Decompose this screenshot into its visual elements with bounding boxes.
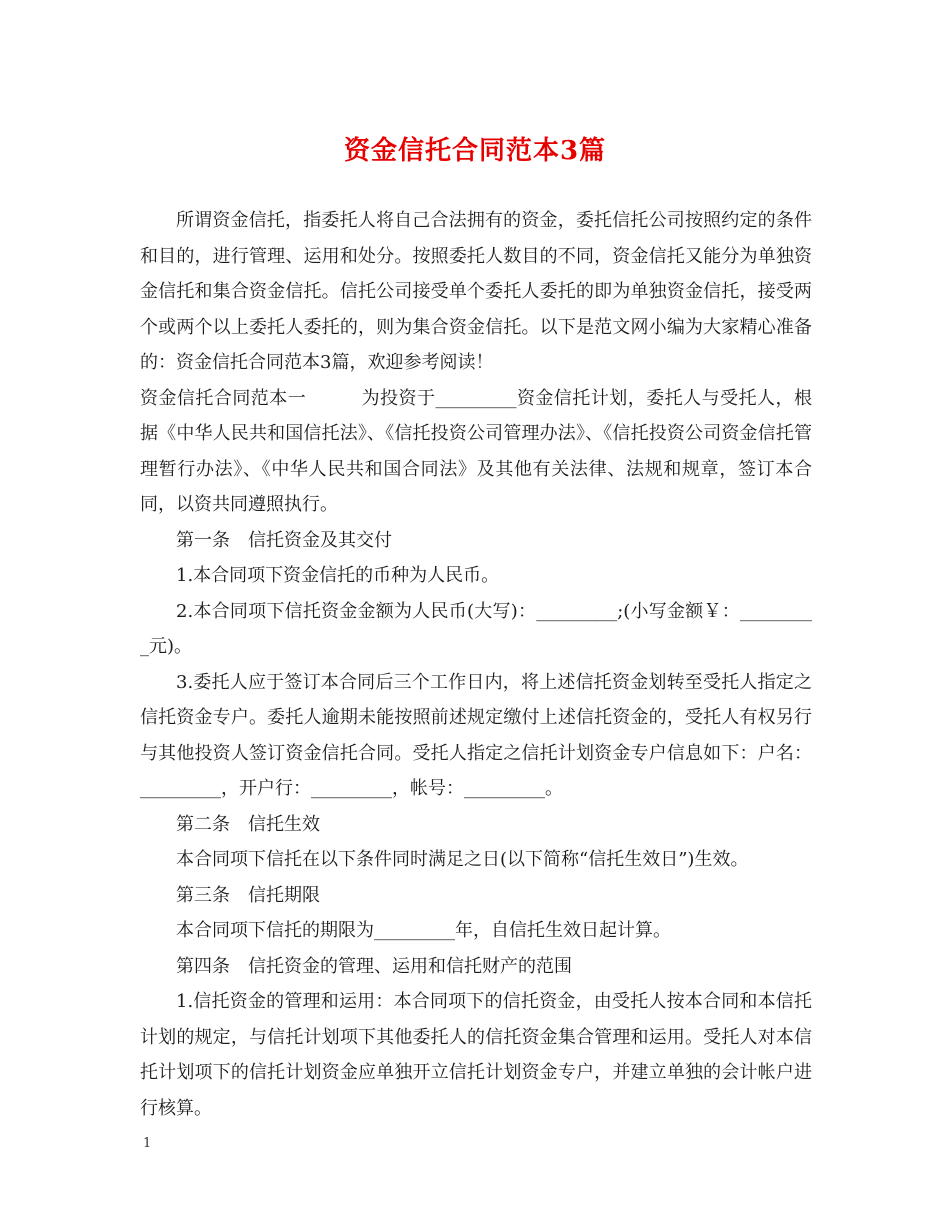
article-1-clause-1: 1.本合同项下资金信托的币种为人民币。 bbox=[176, 565, 500, 586]
document-title: 资金信托合同范本3篇 bbox=[343, 136, 607, 166]
article-1-heading: 第一条 信托资金及其交付 bbox=[176, 529, 392, 551]
page-number: 1 bbox=[143, 1136, 152, 1151]
article-3-heading: 第三条 信托期限 bbox=[176, 884, 320, 906]
contract-preamble-paragraph: 资金信托合同范本一 为投资于_________资金信托计划，委托人与受托人，根据《中华人民共和国信托法》、《信托投资公司管理办法》、《信托投资公司资金信托管理暂行办法》、《中华人民共和国合同法》及其他有关法律、法规和规章，签订本合同，以资共同遵照执行。 bbox=[140, 387, 812, 515]
article-2-text: 本合同项下信托在以下条件同时满足之日(以下简称“信托生效日”)生效。 bbox=[176, 849, 749, 870]
article-1-clause-2: 2.本合同项下信托资金金额为人民币(大写)：_________;(小写金额￥：_________元)。 bbox=[140, 600, 812, 657]
article-3-text: 本合同项下信托的期限为_________年，自信托生效日起计算。 bbox=[176, 920, 671, 941]
article-1-clause-3: 3.委托人应于签订本合同后三个工作日内，将上述信托资金划转至受托人指定之信托资金专户。委托人逾期未能按照前述规定缴付上述信托资金的，受托人有权另行与其他投资人签订资金信托合同。受托人指定之信托计划资金专户信息如下：户名：_________，开户行：_________，帐号：_________。 bbox=[140, 671, 812, 799]
intro-paragraph: 所谓资金信托，指委托人将自己合法拥有的资金，委托信托公司按照约定的条件和目的，进行管理、运用和处分。按照委托人数目的不同，资金信托又能分为单独资金信托和集合资金信托。信托公司接受单个委托人委托的即为单独资金信托，接受两个或两个以上委托人委托的，则为集合资金信托。以下是范文网小编为大家精心准备的：资金信托合同范本3篇，欢迎参考阅读！ bbox=[140, 210, 812, 373]
article-2-heading: 第二条 信托生效 bbox=[176, 813, 320, 835]
article-4-heading: 第四条 信托资金的管理、运用和信托财产的范围 bbox=[176, 955, 572, 977]
article-4-clause-1: 1.信托资金的管理和运用：本合同项下的信托资金，由受托人按本合同和本信托计划的规定，与信托计划项下其他委托人的信托资金集合管理和运用。受托人对本信托计划项下的信托计划资金应单独开立信托计划资金专户，并建立单独的会计帐户进行核算。 bbox=[140, 991, 812, 1119]
document-body bbox=[140, 203, 812, 1126]
